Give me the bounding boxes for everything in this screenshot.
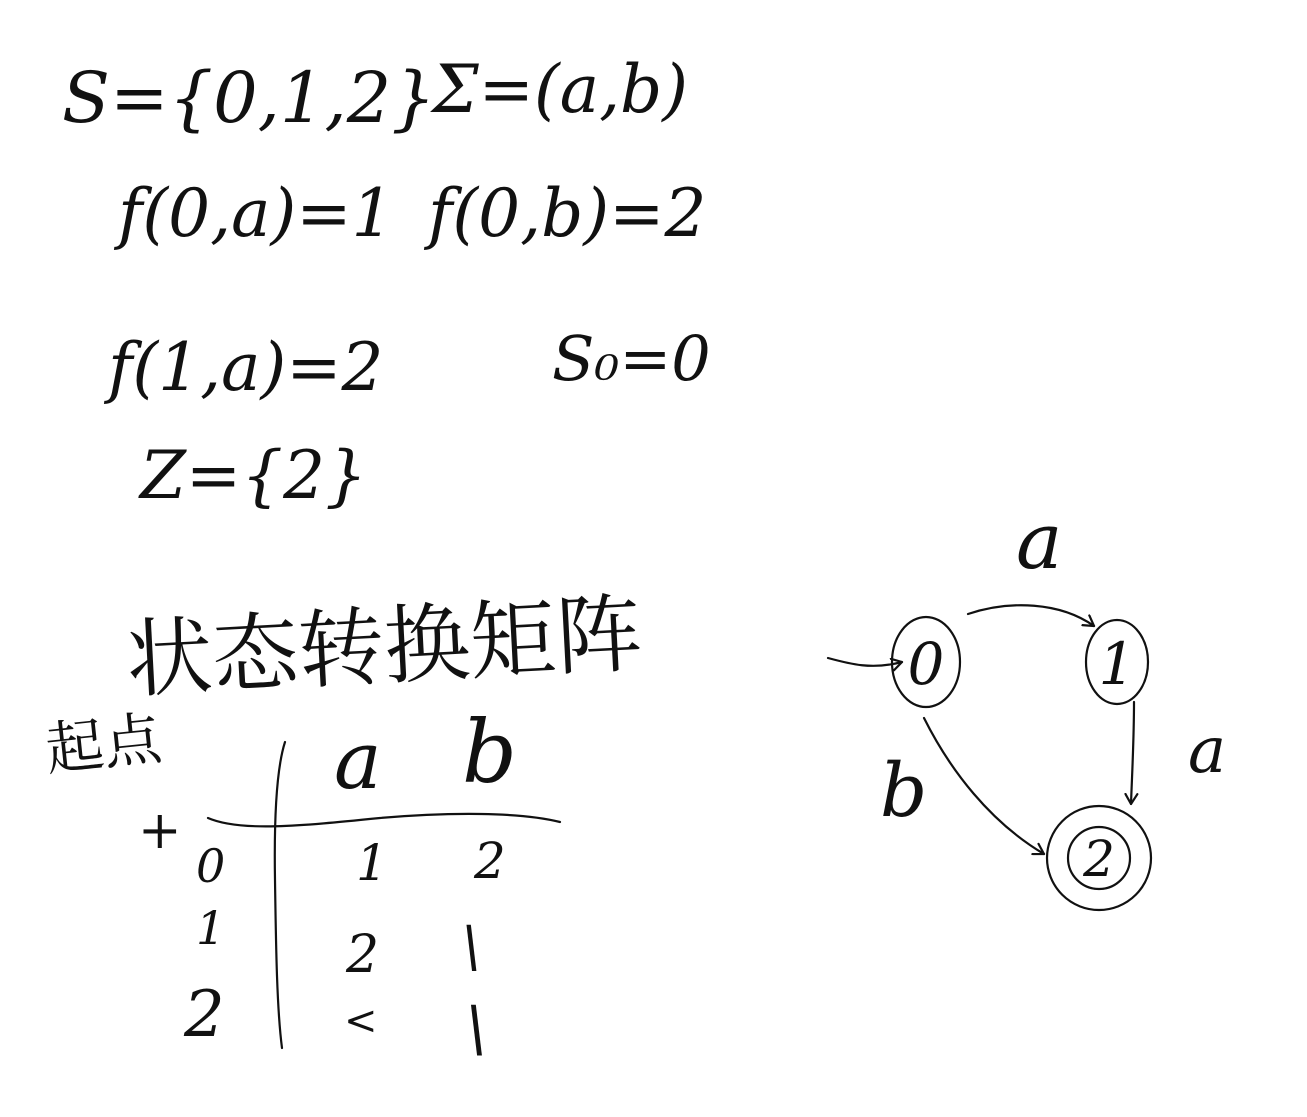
row-state-0: 0 (196, 839, 226, 893)
cell-0-b: 2 (474, 832, 506, 890)
transition-edge-0-2 (924, 718, 1044, 854)
cell-0-a: 1 (356, 834, 388, 892)
state-node-2 (1047, 806, 1151, 910)
alphabet-definition: Σ=(a,b) (432, 51, 689, 128)
row-state-2: 2 (184, 978, 225, 1052)
transition-edge-1-2 (1131, 702, 1134, 804)
transition-0b: f(0,b)=2 (428, 175, 707, 252)
transition-label-0-2: b (880, 748, 928, 834)
cell-1-b: \ (462, 915, 481, 980)
column-header-a: a (334, 714, 382, 807)
transition-0a: f(0,a)=1 (118, 175, 394, 252)
transition-table (42, 584, 644, 1065)
cell-1-a: 2 (346, 925, 380, 985)
states-definition: S={0,1,2} (62, 57, 436, 139)
start-marker: + (138, 801, 182, 861)
start-state-definition: S₀=0 (552, 322, 711, 395)
table-corner-label: 起点 (42, 704, 165, 784)
definitions (62, 51, 711, 514)
accept-states-definition: Z={2} (140, 437, 368, 514)
state-diagram (828, 497, 1226, 910)
table-title: 状态转换矩阵 (123, 584, 645, 711)
column-header-b: b (462, 703, 518, 803)
cell-2-b: \ (466, 992, 487, 1065)
cell-2-a: < (344, 998, 378, 1044)
row-state-1: 1 (196, 901, 226, 955)
transition-edge-0-1 (968, 605, 1094, 626)
table-vertical-line (275, 742, 285, 1048)
state-label-0: 0 (907, 630, 945, 698)
state-node-1 (1086, 620, 1148, 704)
transition-label-1-2: a (1188, 714, 1227, 788)
state-label-1: 1 (1098, 630, 1136, 698)
transition-label-0-1: a (1016, 497, 1063, 587)
transition-1a: f(1,a)=2 (108, 329, 384, 406)
table-horizontal-line (208, 814, 560, 826)
state-label-2: 2 (1083, 830, 1115, 888)
